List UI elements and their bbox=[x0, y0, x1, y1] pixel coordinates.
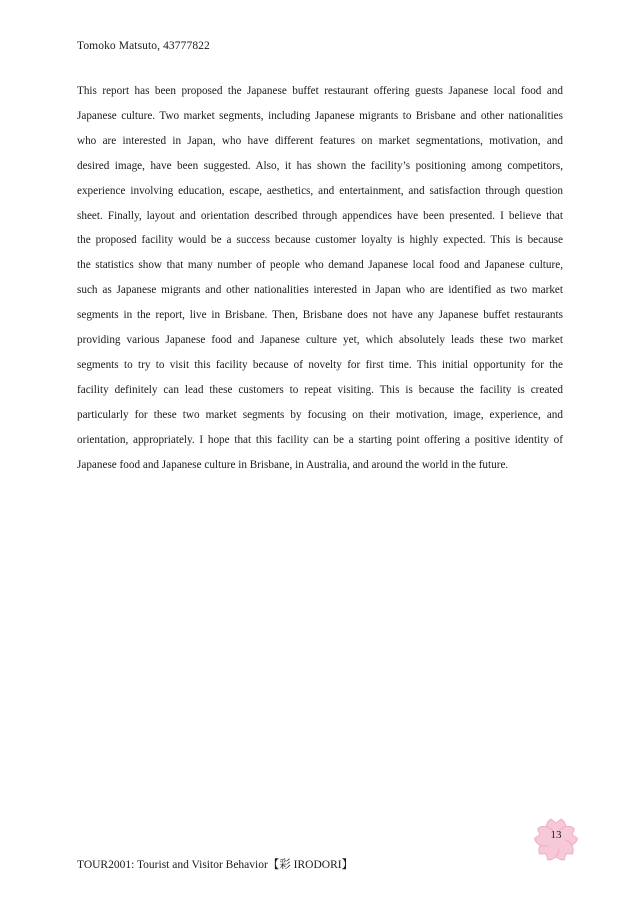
body-line: facility definitely can lead these customers to repeat visiting. This is because the facility is created bbox=[77, 383, 563, 396]
body-line: segments to try to visit this facility because of novelty for first time. This initial opportunity for the bbox=[77, 358, 563, 371]
page-number-badge bbox=[532, 817, 580, 863]
body-line: desired image, have been suggested. Also, it has shown the facility’s positioning among competitors, bbox=[77, 159, 563, 172]
body-line: orientation, appropriately. I hope that this facility can be a starting point offering a positive identity of bbox=[77, 433, 563, 446]
body-line: This report has been proposed the Japanese buffet restaurant offering guests Japanese local food and bbox=[77, 85, 563, 97]
body-line: sheet. Finally, layout and orientation described through appendices have been presented. I believe that bbox=[77, 209, 563, 222]
page-number: 13 bbox=[550, 829, 562, 841]
author-line: Tomoko Matsuto, 43777822 bbox=[77, 40, 210, 52]
body-line: who are interested in Japan, who have different features on market segmentations, motivation, and bbox=[77, 134, 563, 147]
course-line: TOUR2001: Tourist and Visitor Behavior【彩 IRODORI】 bbox=[77, 859, 354, 871]
body-line: Japanese culture. Two market segments, including Japanese migrants to Brisbane and other nationalities bbox=[77, 109, 563, 122]
body-line: segments in the report, live in Brisbane. Then, Brisbane does not have any Japanese buffet restaurants bbox=[77, 309, 563, 322]
body-paragraph bbox=[77, 79, 563, 478]
body-line: particularly for these two market segments by focusing on their motivation, image, experience, and bbox=[77, 408, 563, 421]
body-line: such as Japanese migrants and other nationalities interested in Japan who are identified as two market bbox=[77, 284, 563, 297]
body-line: experience involving education, escape, aesthetics, and entertainment, and satisfaction through question bbox=[77, 184, 563, 197]
body-line: the proposed facility would be a success because customer loyalty is highly expected. This is because bbox=[77, 234, 563, 247]
body-line-last: Japanese food and Japanese culture in Brisbane, in Australia, and around the world in the future. bbox=[77, 458, 509, 471]
page-footer bbox=[77, 856, 353, 872]
body-line: providing various Japanese food and Japanese culture yet, which absolutely leads these two market bbox=[77, 334, 563, 347]
page-header bbox=[77, 40, 210, 52]
body-line: the statistics show that many number of people who demand Japanese local food and Japanese culture, bbox=[77, 259, 563, 272]
